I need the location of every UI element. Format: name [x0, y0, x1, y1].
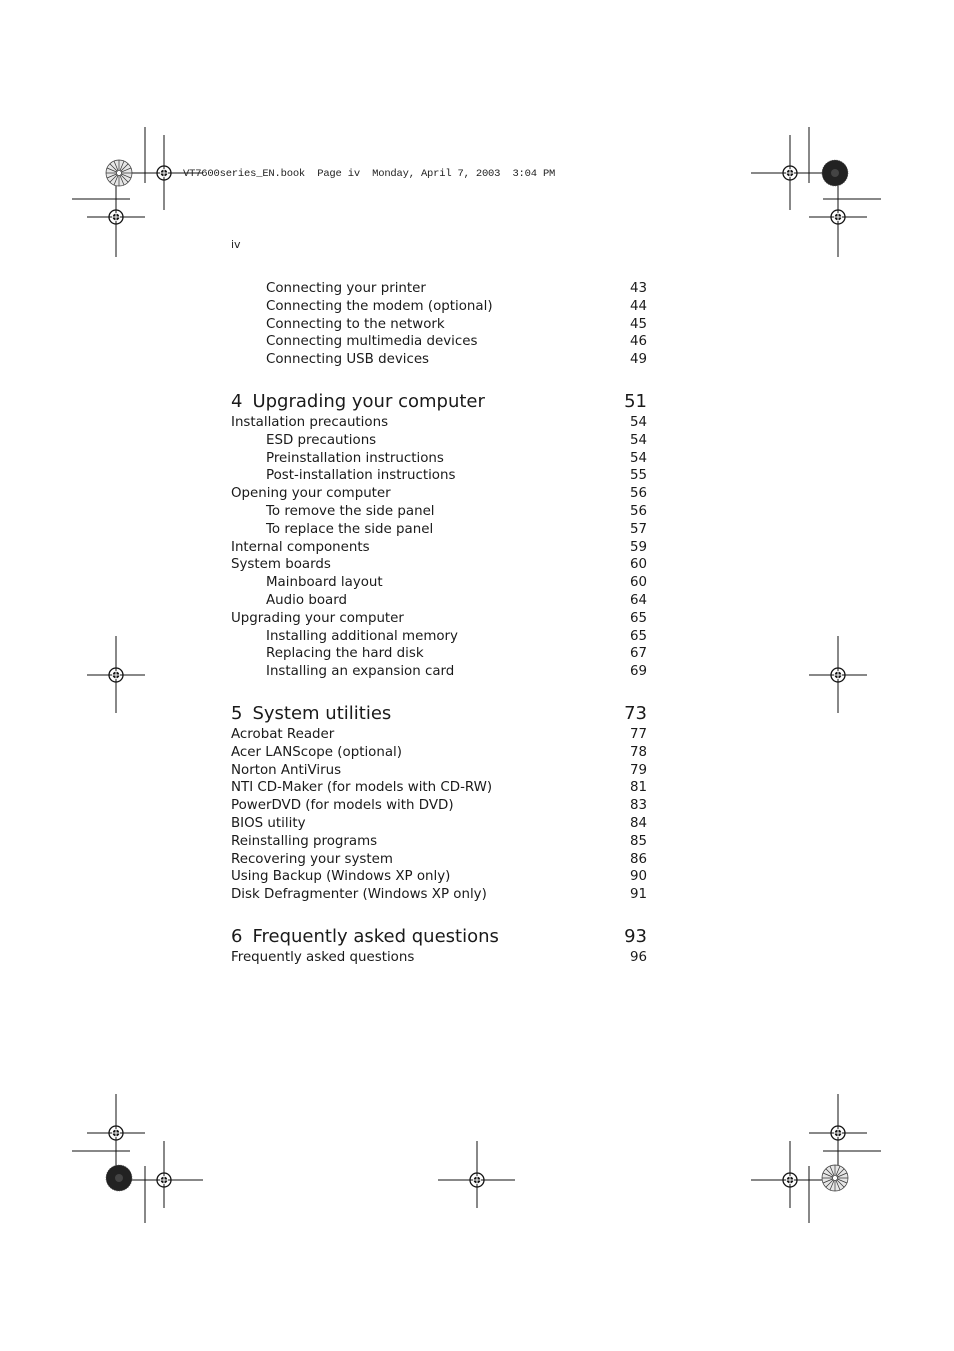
- toc-entry-title: Replacing the hard disk: [266, 646, 424, 662]
- toc-entry[interactable]: [231, 815, 647, 833]
- toc-entry[interactable]: [231, 503, 647, 521]
- toc-entry-page: 91: [629, 887, 647, 903]
- toc-entry[interactable]: [231, 316, 647, 334]
- toc-entry-page: 84: [629, 815, 647, 831]
- chapter-title: Frequently asked questions: [252, 925, 499, 947]
- toc-entry-title: Internal components: [231, 539, 370, 555]
- toc-entry[interactable]: [231, 868, 647, 886]
- toc-entry-title: Audio board: [266, 592, 347, 608]
- toc-entry-title: PowerDVD (for models with DVD): [231, 798, 454, 814]
- toc-entry[interactable]: [231, 663, 647, 681]
- toc-entry-page: 90: [629, 869, 647, 885]
- toc-entry[interactable]: [231, 797, 647, 815]
- toc-entry-page: 96: [629, 949, 647, 965]
- toc-entry[interactable]: [231, 280, 647, 298]
- toc-entry-page: 43: [629, 281, 647, 296]
- toc-entry-title: Installing additional memory: [266, 628, 458, 644]
- toc-entry-page: 56: [629, 503, 647, 519]
- toc-entry-title: Opening your computer: [231, 486, 391, 502]
- toc-entry-page: 67: [629, 646, 647, 662]
- toc-entry-page: 54: [629, 450, 647, 466]
- toc-entry[interactable]: [231, 298, 647, 316]
- toc-entry[interactable]: [231, 886, 647, 904]
- chapter-heading[interactable]: [231, 390, 647, 414]
- toc-entry-page: 45: [629, 316, 647, 332]
- chapter-page: 93: [624, 925, 647, 947]
- chapter-number: 6: [231, 925, 243, 947]
- page-number: iv: [231, 238, 241, 251]
- toc-entry-title: Connecting to the network: [266, 316, 445, 332]
- chapter-heading[interactable]: [231, 925, 647, 949]
- chapter-page: 73: [624, 702, 647, 724]
- toc-entry-page: 57: [629, 521, 647, 537]
- toc-entry[interactable]: [231, 521, 647, 539]
- toc-entry[interactable]: [231, 414, 647, 432]
- toc-entry[interactable]: [231, 432, 647, 450]
- toc-entry-title: Connecting multimedia devices: [266, 334, 478, 350]
- toc-entry-title: ESD precautions: [266, 432, 377, 448]
- toc-entry-page: 77: [629, 726, 647, 742]
- toc-entry-page: 44: [629, 298, 647, 314]
- toc-entry-page: 79: [629, 762, 647, 778]
- toc-entry-title: Reinstalling programs: [231, 833, 378, 849]
- toc-intro-section: [231, 280, 647, 369]
- toc-entry[interactable]: [231, 833, 647, 851]
- toc-entry[interactable]: [231, 485, 647, 503]
- toc-entry-page: 86: [629, 851, 647, 867]
- toc-entry-title: Installation precautions: [231, 414, 389, 430]
- toc-entry-page: 49: [629, 352, 647, 368]
- chapter-number: 5: [231, 702, 243, 724]
- chapter-title: Upgrading your computer: [252, 390, 485, 412]
- toc-entry-title: Connecting the modem (optional): [266, 298, 493, 314]
- toc-entry-title: Mainboard layout: [266, 575, 383, 591]
- toc-entry[interactable]: [231, 351, 647, 369]
- toc-entry-page: 54: [629, 414, 647, 430]
- toc-entry-title: Disk Defragmenter (Windows XP only): [231, 887, 487, 903]
- toc-entry-title: Using Backup (Windows XP only): [231, 869, 451, 885]
- toc-entry-page: 64: [629, 592, 647, 608]
- toc-entry-page: 78: [629, 744, 647, 760]
- toc-entry-page: 81: [629, 780, 647, 796]
- toc-entry-page: 55: [629, 468, 647, 484]
- toc-entry-title: BIOS utility: [231, 815, 306, 831]
- toc-entry[interactable]: [231, 744, 647, 762]
- toc-entry[interactable]: [231, 539, 647, 557]
- toc-entry-title: Acrobat Reader: [231, 726, 335, 742]
- toc-entry[interactable]: [231, 628, 647, 646]
- toc-entry-page: 54: [629, 432, 647, 448]
- toc-entry-title: Norton AntiVirus: [231, 762, 342, 778]
- chapter-number: 4: [231, 390, 243, 412]
- toc-entry[interactable]: [231, 333, 647, 351]
- toc-entry-title: Upgrading your computer: [231, 610, 404, 626]
- chapter-heading[interactable]: [231, 702, 647, 726]
- toc-entry[interactable]: [231, 779, 647, 797]
- toc-entry-title: Installing an expansion card: [266, 664, 455, 680]
- toc-entry-page: 69: [629, 664, 647, 680]
- toc-entry[interactable]: [231, 450, 647, 468]
- toc-entry[interactable]: [231, 556, 647, 574]
- toc-entry[interactable]: [231, 574, 647, 592]
- toc-entry[interactable]: [231, 592, 647, 610]
- toc-entry-title: To remove the side panel: [266, 503, 435, 519]
- toc-entry[interactable]: [231, 762, 647, 780]
- toc-entry-title: System boards: [231, 557, 331, 573]
- toc-entry[interactable]: [231, 949, 647, 967]
- toc-entry[interactable]: [231, 851, 647, 869]
- toc-entry[interactable]: [231, 645, 647, 663]
- toc-entry[interactable]: [231, 726, 647, 744]
- toc-entry-title: Connecting USB devices: [266, 352, 430, 368]
- toc-entry-page: 56: [629, 486, 647, 502]
- toc-entry-page: 59: [629, 539, 647, 555]
- toc-entry-title: Connecting your printer: [266, 281, 426, 296]
- toc-entry-title: NTI CD-Maker (for models with CD-RW): [231, 780, 493, 796]
- toc-entry-page: 46: [629, 334, 647, 350]
- toc-entry-title: Frequently asked questions: [231, 949, 415, 965]
- toc-entry-page: 60: [629, 557, 647, 573]
- toc-entry-title: To replace the side panel: [266, 521, 434, 537]
- toc-entry-page: 65: [629, 610, 647, 626]
- toc-entry[interactable]: [231, 467, 647, 485]
- toc-entry-title: Post-installation instructions: [266, 468, 456, 484]
- table-of-contents: [231, 280, 647, 967]
- toc-entry-page: 85: [629, 833, 647, 849]
- toc-entry-title: Preinstallation instructions: [266, 450, 444, 466]
- toc-entry[interactable]: [231, 610, 647, 628]
- toc-entry-page: 65: [629, 628, 647, 644]
- print-slug: VT7600series_EN.book Page iv Monday, April 7, 2003 3:04 PM: [183, 168, 556, 180]
- chapter-page: 51: [624, 390, 647, 412]
- toc-entry-title: Acer LANScope (optional): [231, 744, 402, 760]
- chapter-title: System utilities: [252, 702, 392, 724]
- toc-entry-title: Recovering your system: [231, 851, 393, 867]
- toc-entry-page: 60: [629, 575, 647, 591]
- toc-entry-page: 83: [629, 798, 647, 814]
